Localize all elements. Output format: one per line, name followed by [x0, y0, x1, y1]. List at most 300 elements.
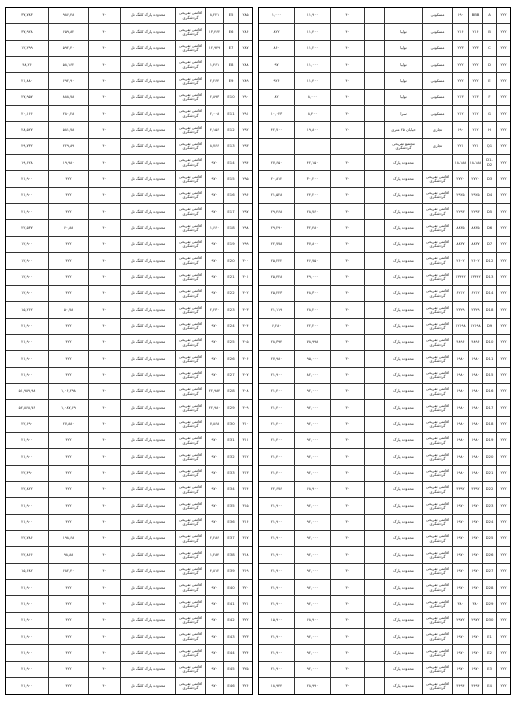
cell-use: اقامتی تفریحی گردشگری — [175, 400, 205, 415]
table-row — [6, 645, 252, 661]
cell-area: ۱۹۸۰ — [452, 466, 468, 481]
cell-p2: ۴۲۲ — [48, 466, 88, 481]
cell-p2: ۱,۰۸۷,۶۹ — [48, 400, 88, 415]
cell-code: E39 — [223, 564, 238, 579]
cell-p3: ۲۲,۶۹۰ — [21, 421, 33, 427]
table-row — [6, 384, 252, 400]
cell-code: E41 — [223, 596, 238, 611]
cell-use: اقامتی تفریحی گردشگری — [422, 547, 452, 562]
cell-p3: ۱۲,۹۰۰ — [21, 290, 33, 296]
cell-idx: ۳۰۱ — [238, 270, 252, 285]
cell-p3: ۲۱,۹۰۰ — [270, 666, 283, 672]
cell-p1: ۳۰ — [330, 237, 364, 252]
cell-code: E21 — [223, 270, 238, 285]
cell-p1: ۳۰ — [330, 302, 364, 317]
table-row — [6, 139, 252, 155]
cell-p1: ۳۰ — [330, 498, 364, 513]
table-row — [6, 482, 252, 498]
cell-idx: ۳۰۵ — [238, 335, 252, 350]
table-row — [259, 645, 510, 661]
cell-area: ۲۱۳ — [452, 90, 468, 105]
cell-p1: ۴۰ — [88, 319, 120, 334]
cell-p1: ۴۰ — [88, 400, 120, 415]
cell-status: محدوده پارک کلنگ تل — [120, 564, 175, 579]
cell-code: E8 — [223, 57, 238, 72]
cell-idx: ۳۲۶ — [238, 678, 252, 694]
cell-status: محدوده پارک — [384, 417, 422, 432]
cell-use: اقامتی تفریحی گردشگری — [422, 286, 452, 301]
cell-status: محدوده پارک کلنگ تل — [120, 547, 175, 562]
cell-block: ۲۱۲ — [468, 106, 482, 121]
cell-p3: ۲۱,۹۰۰ — [270, 372, 283, 378]
table-row — [6, 564, 252, 580]
cell-status: محدوده پارک کلنگ تل — [120, 57, 175, 72]
table-row — [6, 547, 252, 563]
cell-area: ۸۸۳۵ — [452, 220, 468, 235]
cell-code: E20 — [223, 253, 238, 268]
cell-p2: ۴۲۲ — [48, 188, 88, 203]
cell-code: E1 — [482, 629, 496, 644]
table-row — [6, 24, 252, 40]
cell-area: ۹۷۰ — [205, 629, 223, 644]
cell-p2: ۹۲,۰۰۰ — [294, 466, 330, 481]
cell-p3: ۲۹,۷۳۲ — [21, 143, 33, 149]
cell-status: محدوده پارک کلنگ تل — [120, 24, 175, 39]
cell-note — [364, 466, 384, 481]
cell-p3: ۱۵,۲۶۲ — [21, 306, 33, 312]
cell-p3: ۴۸,۲۶ — [22, 61, 32, 67]
cell-p2: ۴۲۲ — [48, 270, 88, 285]
cell-use: اقامتی تفریحی گردشگری — [175, 73, 205, 88]
table-row — [6, 400, 252, 416]
cell-status: محدوده پارک کلنگ تل — [120, 122, 175, 137]
cell-area: ۱,۲۸۴ — [205, 547, 223, 562]
table-row — [6, 531, 252, 547]
cell-use: اقامتی تفریحی گردشگری — [175, 253, 205, 268]
cell-use: اقامتی تفریحی گردشگری — [175, 482, 205, 497]
cell-code: G — [482, 106, 496, 121]
cell-status: محدوده پارک کلنگ تل — [120, 417, 175, 432]
cell-p1: ۴۰ — [88, 204, 120, 219]
cell-idx: ۲۲۲ — [496, 580, 510, 595]
cell-code: D23 — [482, 498, 496, 513]
cell-p1: ۴۰ — [88, 188, 120, 203]
cell-p3: ۳۷,۹۲۸ — [21, 28, 33, 34]
cell-area: ۹۷۰ — [205, 466, 223, 481]
cell-p1: ۴۰ — [88, 449, 120, 464]
table-row — [259, 547, 510, 563]
cell-block: ۱۹۸۰ — [468, 466, 482, 481]
cell-use: اقامتی تفریحی گردشگری — [175, 547, 205, 562]
cell-block: ۱۹۸۰ — [468, 400, 482, 415]
cell-use: اقامتی تفریحی گردشگری — [175, 498, 205, 513]
cell-code: E40 — [223, 580, 238, 595]
cell-idx: ۳۰۷ — [238, 368, 252, 383]
cell-area: ۱۳۴۴۲ — [452, 270, 468, 285]
cell-use: مسکونی — [422, 57, 452, 72]
cell-p2: ۳۷,۸۰۰ — [294, 237, 330, 252]
cell-area: ۲۱۲ — [452, 106, 468, 121]
cell-status: مجتمع تفریحی گردشگری — [384, 139, 422, 154]
cell-use: مسکونی — [422, 41, 452, 56]
cell-note — [364, 580, 384, 595]
cell-p3: ۱۰,۰۲۳ — [270, 110, 283, 116]
cell-p2: ۹۲,۰۰۰ — [294, 629, 330, 644]
cell-status: تولیا — [384, 57, 422, 72]
cell-p3: ۲۲,۶۷۶ — [270, 486, 283, 492]
cell-p1: ۳۰ — [330, 417, 364, 432]
cell-code: E35 — [223, 498, 238, 513]
cell-note — [364, 319, 384, 334]
table-row — [6, 580, 252, 596]
table-row — [6, 302, 252, 318]
cell-code: D9 — [482, 319, 496, 334]
cell-idx: ۲۹۹ — [238, 237, 252, 252]
cell-p3: ۲۱,۹۰۰ — [21, 323, 33, 329]
cell-block: ۲۲۹۳ — [468, 204, 482, 219]
cell-code: E9 — [223, 73, 238, 88]
cell-p3: ۲۲,۸۶۶ — [21, 551, 33, 557]
cell-p2: ۴۲,۱۵۰ — [294, 155, 330, 170]
cell-block: ۲۹۲۵ — [468, 188, 482, 203]
cell-code: E6 — [223, 24, 238, 39]
cell-note — [364, 57, 384, 72]
cell-p1: ۴۰ — [88, 482, 120, 497]
table-row — [259, 498, 510, 514]
cell-idx: ۲۲۲ — [496, 678, 510, 694]
cell-status: محدوده پارک — [384, 286, 422, 301]
cell-idx: ۲۲۲ — [496, 596, 510, 611]
cell-area: ۹۷۰ — [205, 253, 223, 268]
cell-status: سرا — [384, 106, 422, 121]
cell-block: ۱۹۸۰ — [468, 449, 482, 464]
table-row — [6, 449, 252, 465]
cell-p2: ۳۲,۴۸۰ — [294, 220, 330, 235]
cell-status: محدوده پارک — [384, 188, 422, 203]
cell-area: ۱۹۷۰ — [452, 498, 468, 513]
table-row — [259, 335, 510, 351]
table-row — [6, 122, 252, 138]
cell-p3: ۲۸,۳۹۴ — [270, 339, 283, 345]
cell-p3: ۲۱,۹۰۰ — [21, 617, 33, 623]
cell-idx: ۳۱۳ — [238, 466, 252, 481]
cell-p2: ۴۲۲ — [48, 678, 88, 694]
cell-code: D6 — [482, 220, 496, 235]
cell-p3: ۵۱,۹۸۹,۹۸ — [18, 388, 36, 394]
cell-p1: ۳۰ — [330, 335, 364, 350]
cell-idx: ۲۲۲ — [496, 417, 510, 432]
cell-use: اقامتی تفریحی گردشگری — [175, 531, 205, 546]
cell-p1: ۳۰ — [330, 433, 364, 448]
cell-use: اقامتی تفریحی گردشگری — [422, 678, 452, 694]
cell-p2: ۹۲,۰۰۰ — [294, 417, 330, 432]
cell-p2: ۶۸,۹۰۰ — [294, 613, 330, 628]
table-row — [259, 73, 510, 89]
cell-idx: ۲۲۲ — [496, 155, 510, 170]
cell-note — [364, 155, 384, 170]
cell-idx: ۲۲۲ — [496, 171, 510, 186]
cell-p2: ۱۱,۹۰۰ — [294, 8, 330, 23]
cell-use: اقامتی تفریحی گردشگری — [175, 270, 205, 285]
cell-p3: ۱۵,۶۸۲ — [21, 568, 33, 574]
left-table — [5, 7, 253, 695]
cell-note — [364, 368, 384, 383]
cell-status: تولیا — [384, 41, 422, 56]
cell-p3: ۲۱,۹۰۰ — [270, 600, 283, 606]
table-row — [6, 237, 252, 253]
cell-code: E43 — [223, 629, 238, 644]
cell-status: محدوده پارک — [384, 204, 422, 219]
cell-p3: ۱۲,۹۰۰ — [21, 241, 33, 247]
cell-code: E15 — [223, 171, 238, 186]
cell-area: ۹۷۰ — [205, 155, 223, 170]
table-row — [6, 8, 252, 24]
cell-status: محدوده پارک کلنگ تل — [120, 645, 175, 660]
cell-p2: ۱۱,۰۰۰ — [294, 57, 330, 72]
cell-p2: ۹۲,۰۰۰ — [294, 449, 330, 464]
cell-p3: ۲۱,۹۰۰ — [21, 584, 33, 590]
cell-idx: ۲۹۵ — [238, 171, 252, 186]
cell-area: ۹۷۰ — [205, 270, 223, 285]
cell-note — [364, 335, 384, 350]
cell-area: ۱۹۸۰ — [452, 449, 468, 464]
cell-use: اقامتی تفریحی گردشگری — [422, 596, 452, 611]
cell-block: ۱۹۸۰ — [468, 384, 482, 399]
cell-p1: ۳۰ — [330, 286, 364, 301]
cell-area: ۱۹۰ — [452, 122, 468, 137]
cell-status: محدوده پارک کلنگ تل — [120, 531, 175, 546]
cell-use: اقامتی تفریحی گردشگری — [422, 629, 452, 644]
cell-status: محدوده پارک کلنگ تل — [120, 368, 175, 383]
cell-idx: ۳۰۹ — [238, 400, 252, 415]
cell-p3: ۱۹,۶۲۸ — [21, 159, 33, 165]
cell-idx: ۲۸۸ — [238, 57, 252, 72]
cell-use: اقامتی تفریحی گردشگری — [175, 286, 205, 301]
cell-use: اقامتی تفریحی گردشگری — [175, 368, 205, 383]
cell-note — [364, 498, 384, 513]
cell-status: محدوده پارک کلنگ تل — [120, 466, 175, 481]
cell-note — [364, 171, 384, 186]
cell-block: ۲۹۷۲ — [468, 613, 482, 628]
cell-idx: ۲۲۲ — [496, 122, 510, 137]
table-row — [6, 220, 252, 236]
cell-use: اقامتی تفریحی گردشگری — [175, 351, 205, 366]
cell-p1: ۴۰ — [88, 613, 120, 628]
cell-note — [364, 8, 384, 23]
cell-p2: ۲۸,۹۹۰ — [294, 678, 330, 694]
cell-idx: ۲۸۶ — [238, 24, 252, 39]
cell-idx: ۳۱۶ — [238, 515, 252, 530]
cell-p2: ۴۲۲ — [48, 596, 88, 611]
cell-area: ۲۳۲۹ — [452, 302, 468, 317]
cell-status: تولیا — [384, 90, 422, 105]
cell-idx: ۲۲۲ — [496, 645, 510, 660]
cell-p1: ۳۰ — [330, 220, 364, 235]
cell-idx: ۲۲۲ — [496, 482, 510, 497]
cell-code: D24 — [482, 515, 496, 530]
cell-p2: ۹۲,۰۰۰ — [294, 531, 330, 546]
cell-p2: ۹۵,۰۰۰ — [294, 351, 330, 366]
cell-p3: ۲۸,۵۲۷ — [21, 126, 33, 132]
cell-status: محدوده پارک کلنگ تل — [120, 629, 175, 644]
cell-idx: ۲۲۲ — [496, 547, 510, 562]
cell-code: D20 — [482, 449, 496, 464]
cell-p1: ۳۰ — [330, 351, 364, 366]
table-row — [6, 417, 252, 433]
cell-idx: ۲۹۶ — [238, 188, 252, 203]
cell-block: ۲۲۲ — [468, 73, 482, 88]
cell-idx: ۳۲۲ — [238, 613, 252, 628]
cell-status: محدوده پارک — [384, 564, 422, 579]
cell-p3: ۲۱,۹۰۰ — [21, 666, 33, 672]
cell-idx: ۲۲۲ — [496, 433, 510, 448]
cell-status: محدوده پارک کلنگ تل — [120, 613, 175, 628]
cell-p1: ۴۰ — [88, 596, 120, 611]
cell-p1: ۳۰ — [330, 449, 364, 464]
cell-p2: ۴۶,۷۵۰ — [294, 253, 330, 268]
cell-p3: ۲۲,۵۳۷ — [21, 224, 33, 230]
cell-use: اقامتی تفریحی گردشگری — [175, 629, 205, 644]
cell-area: ۲۷۲۰ — [452, 171, 468, 186]
cell-idx: ۲۲۲ — [496, 629, 510, 644]
cell-use: تجاری — [422, 139, 452, 154]
cell-idx: ۲۹۴ — [238, 155, 252, 170]
cell-status: محدوده پارک کلنگ تل — [120, 433, 175, 448]
cell-code: B — [482, 24, 496, 39]
cell-p2: ۹۸۶,۴۸ — [48, 8, 88, 23]
cell-p1: ۳۰ — [330, 596, 364, 611]
cell-use: اقامتی تفریحی گردشگری — [422, 564, 452, 579]
cell-p1: ۴۰ — [88, 368, 120, 383]
cell-p2: ۶۰,۸۸ — [48, 220, 88, 235]
cell-p2: ۶۸,۹۰۰ — [294, 482, 330, 497]
cell-status: محدوده پارک کلنگ تل — [120, 596, 175, 611]
table-row — [259, 106, 510, 122]
cell-p3: ۲۱,۸۸۰ — [21, 77, 33, 83]
cell-p3: ۲۱,۹۰۰ — [21, 633, 33, 639]
cell-code: E16 — [223, 188, 238, 203]
cell-status: محدوده پارک — [384, 596, 422, 611]
cell-use: اقامتی تفریحی گردشگری — [422, 645, 452, 660]
cell-block: ۴۸۹۶ — [468, 335, 482, 350]
cell-status: محدوده پارک کلنگ تل — [120, 302, 175, 317]
cell-use: اقامتی تفریحی گردشگری — [422, 270, 452, 285]
cell-p1: ۴۰ — [88, 466, 120, 481]
cell-p1: ۴۰ — [88, 24, 120, 39]
cell-status: محدوده پارک — [384, 319, 422, 334]
cell-code: E19 — [223, 237, 238, 252]
cell-note — [364, 90, 384, 105]
cell-code: D5 — [482, 204, 496, 219]
cell-note — [364, 678, 384, 694]
cell-area: ۴۸۹۶ — [452, 335, 468, 350]
cell-area: ۱۹۷۰ — [452, 564, 468, 579]
table-row — [6, 498, 252, 514]
cell-code: E22 — [223, 286, 238, 301]
cell-idx: ۲۲۲ — [496, 270, 510, 285]
table-row — [259, 400, 510, 416]
table-row — [259, 662, 510, 678]
cell-p3: ۲۰,۱۶۶ — [21, 110, 33, 116]
cell-idx: ۲۲۲ — [496, 106, 510, 121]
cell-idx: ۲۹۱ — [238, 106, 252, 121]
cell-area: ۹۷۰ — [205, 368, 223, 383]
cell-p2: ۹۲,۰۰۰ — [294, 564, 330, 579]
cell-status: محدوده پارک — [384, 335, 422, 350]
cell-p1: ۳۰ — [330, 662, 364, 677]
table-row — [259, 531, 510, 547]
cell-idx: ۲۹۰ — [238, 90, 252, 105]
cell-code: E29 — [223, 400, 238, 415]
cell-area: ۹۷۰ — [205, 204, 223, 219]
cell-status: محدوده پارک کلنگ تل — [120, 155, 175, 170]
cell-p2: ۷۸,۹۹۸ — [294, 335, 330, 350]
cell-area: ۲,۸۹۳ — [205, 90, 223, 105]
cell-block: ۱۹۸۰ — [468, 368, 482, 383]
cell-note — [364, 139, 384, 154]
cell-block: ۱۹۷۰ — [468, 547, 482, 562]
cell-p1: ۴۰ — [88, 417, 120, 432]
cell-code: A — [482, 8, 496, 23]
cell-idx: ۲۲۲ — [496, 220, 510, 235]
cell-code: D30 — [482, 613, 496, 628]
cell-p3: ۲۱,۹۰۰ — [270, 633, 283, 639]
cell-p3: ۱,۰۰۰ — [271, 12, 282, 18]
cell-note — [364, 204, 384, 219]
cell-p3: ۸۲ — [274, 94, 279, 100]
cell-use: اقامتی تفریحی گردشگری — [422, 466, 452, 481]
cell-p2: ۲۴,۲۰۰ — [294, 188, 330, 203]
cell-p3: ۴۲,۷۰۰ — [270, 126, 283, 132]
cell-idx: ۲۲۲ — [496, 253, 510, 268]
cell-p1: ۳۰ — [330, 515, 364, 530]
cell-status: محدوده پارک کلنگ تل — [120, 384, 175, 399]
cell-use: مسکونی — [422, 106, 452, 121]
cell-use: اقامتی تفریحی گردشگری — [422, 531, 452, 546]
cell-code: E14 — [223, 155, 238, 170]
table-row — [259, 171, 510, 187]
cell-p2: ۲۲,۲۰۰ — [294, 319, 330, 334]
cell-use: مسکونی — [422, 73, 452, 88]
table-row — [6, 270, 252, 286]
cell-idx: ۳۱۵ — [238, 498, 252, 513]
cell-block: ۳۸۰ — [468, 596, 482, 611]
table-row — [6, 596, 252, 612]
cell-note — [364, 662, 384, 677]
cell-block: ۲۲۲ — [468, 57, 482, 72]
cell-note — [364, 531, 384, 546]
cell-idx: ۲۹۸ — [238, 220, 252, 235]
cell-p2: ۴۲۲ — [48, 629, 88, 644]
cell-use: اقامتی تفریحی گردشگری — [422, 171, 452, 186]
cell-area: ۷,۸۶۸ — [205, 417, 223, 432]
cell-p3: ۲۹,۴۶۸ — [270, 208, 283, 214]
cell-idx: ۲۲۲ — [496, 564, 510, 579]
table-row — [6, 368, 252, 384]
cell-area: ۴۴۹۴ — [452, 678, 468, 694]
cell-idx: ۲۲۲ — [496, 286, 510, 301]
cell-p1: ۴۰ — [88, 41, 120, 56]
cell-use — [422, 155, 452, 170]
cell-area: ۴,۱۵۶ — [205, 122, 223, 137]
cell-note — [364, 106, 384, 121]
cell-status: محدوده پارک کلنگ تل — [120, 449, 175, 464]
table-row — [259, 384, 510, 400]
cell-block: ۱۹۷۰ — [468, 645, 482, 660]
cell-p2: ۴۲۲ — [48, 335, 88, 350]
cell-block: ۱۹۷۰ — [468, 531, 482, 546]
cell-code: E4 — [482, 678, 496, 694]
